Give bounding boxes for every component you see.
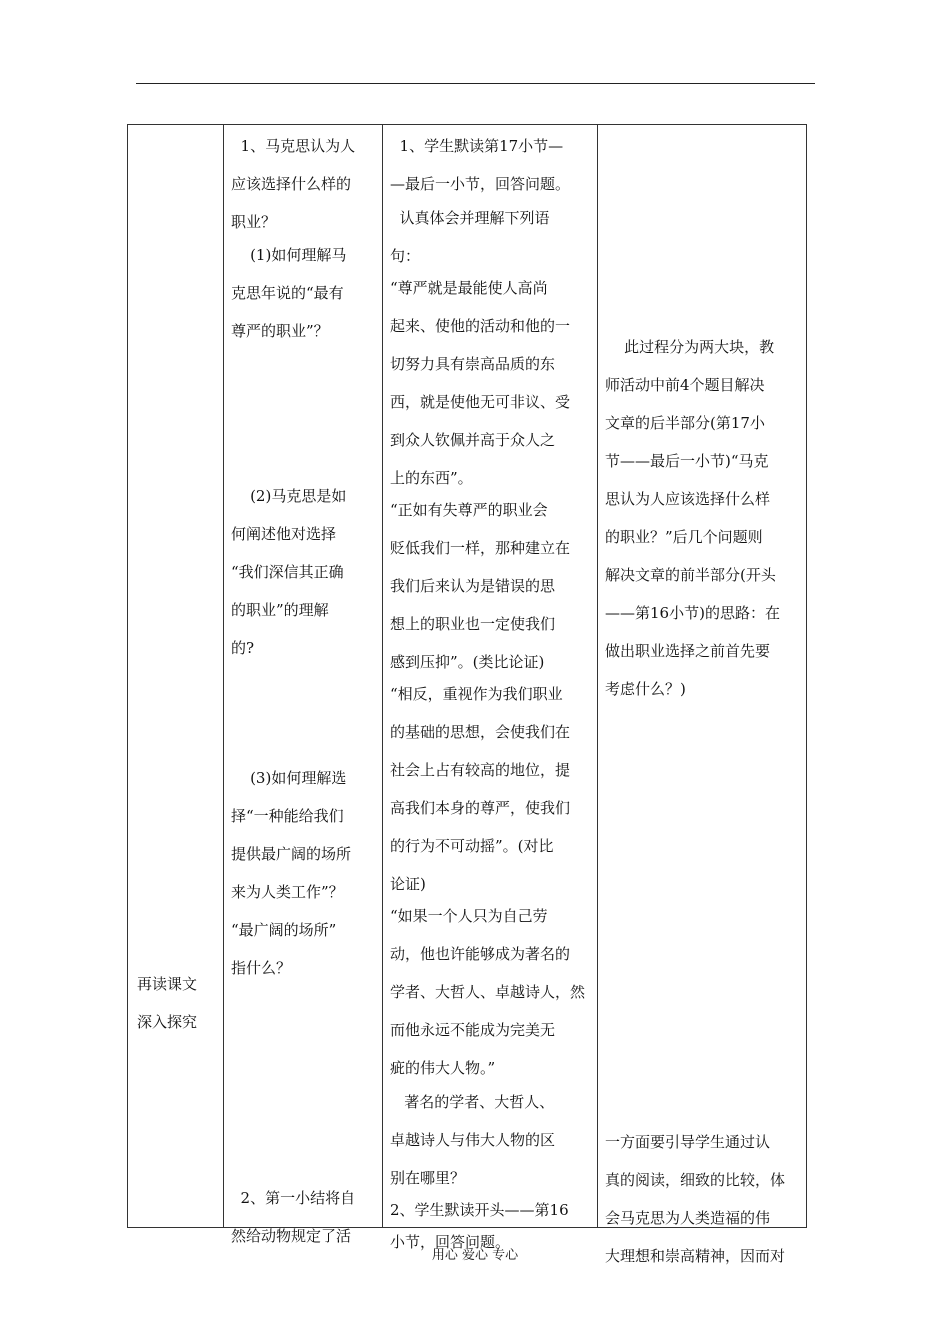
teacher-activity-line: “我们深信其正确 [231, 563, 344, 581]
teacher-activity-line: 的? [231, 639, 255, 657]
design-notes-line: 节——最后一小节)“马克 [605, 452, 769, 470]
teacher-activity-line: (2)马克思是如 [231, 487, 347, 505]
student-activity-line: 上的东西”。 [390, 469, 473, 487]
student-activity-line: 动，他也许能够成为著名的 [390, 945, 571, 963]
student-activity-line: 论证) [390, 875, 426, 893]
teacher-activity-line: 应该选择什么样的 [231, 175, 352, 193]
student-activity-line: 小节，回答问题。 [390, 1233, 511, 1251]
design-notes-line: 大理想和崇高精神，因而对 [605, 1247, 786, 1265]
student-activity-line: 感到压抑”。(类比论证) [390, 653, 545, 671]
teacher-activity-line: 尊严的职业”？ [231, 322, 329, 340]
design-notes-line: 真的阅读，细致的比较，体 [605, 1171, 786, 1189]
stage-label-line-2: 深入探究 [137, 1013, 198, 1031]
student-activity-line: 想上的职业也一定使我们 [390, 615, 556, 633]
column-divider-3 [597, 124, 598, 1228]
teacher-activity-line: 职业？ [231, 213, 277, 231]
student-activity-line: 2、学生默读开头——第16 [390, 1201, 569, 1219]
header-rule [136, 83, 815, 84]
student-activity-line: 的基础的思想，会使我们在 [390, 723, 571, 741]
teacher-activity-line: (3)如何理解选 [231, 769, 347, 787]
student-activity-line: 卓越诗人与伟大人物的区 [390, 1131, 556, 1149]
design-notes-line: ——第16小节)的思路：在 [605, 604, 780, 622]
teacher-activity-line: “最广阔的场所” [231, 921, 337, 939]
student-activity-line: “相反，重视作为我们职业 [390, 685, 563, 703]
student-activity-line: 起来、使他的活动和他的一 [390, 317, 571, 335]
teacher-activity-line: 择“一种能给我们 [231, 807, 344, 825]
stage-label-line-1: 再读课文 [137, 975, 198, 993]
student-activity-line: 1、学生默读第17小节— [390, 137, 564, 155]
teacher-activity-line: 来为人类工作”？ [231, 883, 344, 901]
design-notes-line: 的职业？”后几个问题则 [605, 528, 763, 546]
column-divider-2 [382, 124, 383, 1228]
column-divider-1 [223, 124, 224, 1228]
student-activity-line: “尊严就是最能使人高尚 [390, 279, 548, 297]
student-activity-line: 的行为不可动摇”。(对比 [390, 837, 554, 855]
design-notes-line: 考虑什么？) [605, 680, 686, 698]
student-activity-line: “如果一个人只为自己劳 [390, 907, 548, 925]
teacher-activity-line: 何阐述他对选择 [231, 525, 337, 543]
design-notes-line: 做出职业选择之前首先要 [605, 642, 771, 660]
teacher-activity-line: 克思年说的“最有 [231, 284, 344, 302]
student-activity-line: 高我们本身的尊严，使我们 [390, 799, 571, 817]
student-activity-line: 认真体会并理解下列语 [390, 209, 550, 227]
teacher-activity-line: 然给动物规定了活 [231, 1227, 352, 1245]
teacher-activity-line: 1、马克思认为人 [231, 137, 356, 155]
page-footer: 用心 爱心 专心 [431, 1248, 519, 1263]
teacher-activity-line: (1)如何理解马 [231, 246, 347, 264]
design-notes-line: 会马克思为人类造福的伟 [605, 1209, 771, 1227]
student-activity-line: 别在哪里？ [390, 1169, 466, 1187]
design-notes-line: 师活动中前4个题目解决 [605, 376, 765, 394]
teacher-activity-line: 的职业”的理解 [231, 601, 329, 619]
teacher-activity-line: 指什么？ [231, 959, 292, 977]
teacher-activity-line: 提供最广阔的场所 [231, 845, 352, 863]
stage-label-cell [137, 965, 197, 1041]
student-activity-line: 著名的学者、大哲人、 [390, 1093, 555, 1111]
student-activity-line: 句： [390, 247, 421, 265]
design-notes-line: 文章的后半部分(第17小 [605, 414, 765, 432]
student-activity-line: 而他永远不能成为完美无 [390, 1021, 556, 1039]
teacher-activity-line: 2、第一小结将自 [231, 1189, 356, 1207]
student-activity-line: 切努力具有崇高品质的东 [390, 355, 556, 373]
student-activity-line: 我们后来认为是错误的思 [390, 577, 556, 595]
design-notes-line: 一方面要引导学生通过认 [605, 1133, 771, 1151]
design-notes-line: 解决文章的前半部分(开头 [605, 566, 776, 584]
design-notes-line: 此过程分为两大块，教 [605, 338, 775, 356]
student-activity-line: 社会上占有较高的地位，提 [390, 761, 571, 779]
student-activity-line: 学者、大哲人、卓越诗人，然 [390, 983, 586, 1001]
student-activity-line: 到众人钦佩并高于众人之 [390, 431, 556, 449]
design-notes-line: 思认为人应该选择什么样 [605, 490, 771, 508]
student-activity-line: 西，就是使他无可非议、受 [390, 393, 571, 411]
student-activity-line: “正如有失尊严的职业会 [390, 501, 548, 519]
student-activity-line: 疵的伟大人物。” [390, 1059, 496, 1077]
student-activity-line: —最后一小节，回答问题。 [390, 175, 571, 193]
student-activity-line: 贬低我们一样，那种建立在 [390, 539, 571, 557]
